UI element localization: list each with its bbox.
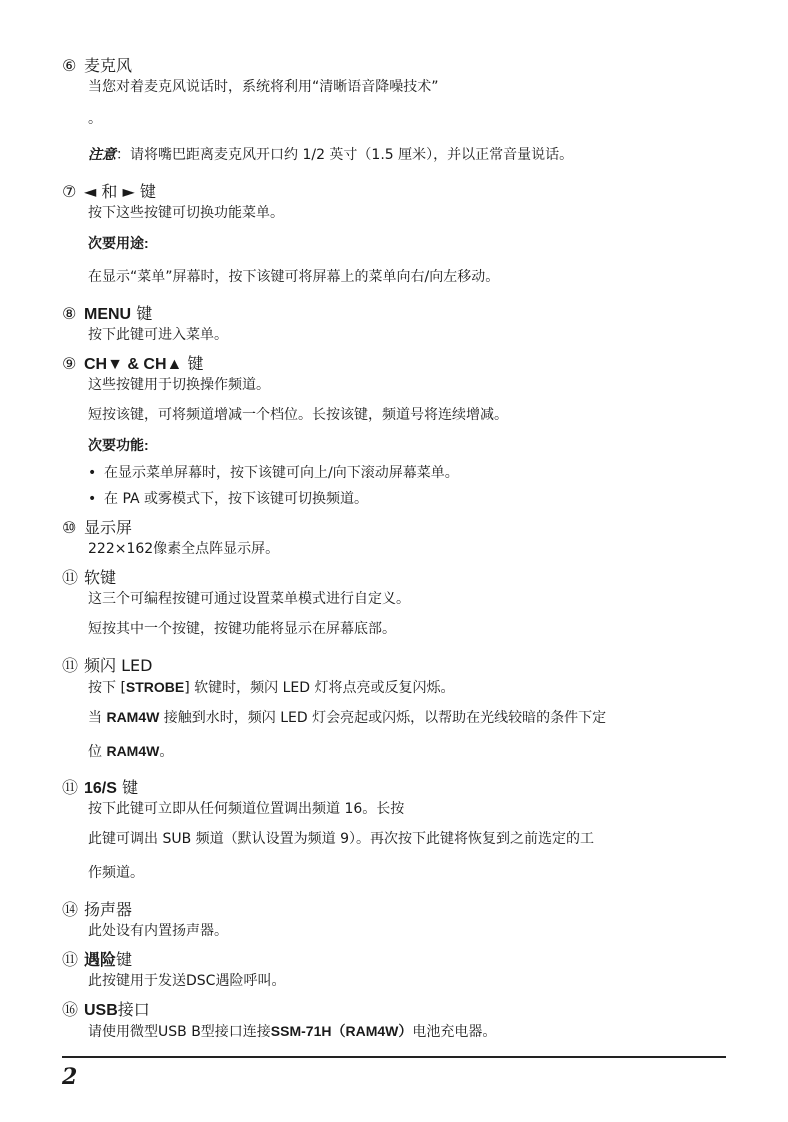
secondary-use-label: 次要用途: <box>88 235 149 251</box>
text-part: 按下 [ <box>88 680 126 696</box>
item-number: ⑪ <box>62 568 79 587</box>
item-soft-keys-heading <box>62 568 728 588</box>
item-title-bold: 16/S <box>84 780 117 797</box>
item-title-bold: CH▼ & CH▲ <box>84 356 183 373</box>
item-number: ⑯ <box>62 1000 79 1019</box>
bullet-item <box>88 464 459 482</box>
soft-keys-press-description: 短按其中一个按键，按键功能将显示在屏幕底部。 <box>88 621 396 637</box>
16s-key-description: 按下此键可立即从任何频道位置调出频道 16。长按 <box>88 801 405 817</box>
item-number: ⑥ <box>62 56 77 75</box>
item-microphone-heading <box>62 56 728 76</box>
item-number: ⑧ <box>62 304 77 323</box>
footer-divider <box>62 1056 726 1058</box>
item-title: 麦克风 <box>84 56 133 75</box>
16s-key-long-press-description: 此键可调出 SUB 频道（默认设置为频道 9）。再次按下此键将恢复到之前选定的工 <box>88 831 594 847</box>
note-text: ：请将嘴巴距离麦克风开口约 1/2 英寸（1.5 厘米），并以正常音量说话。 <box>116 147 574 163</box>
item-number: ⑦ <box>62 182 77 201</box>
text-part: 。 <box>159 744 174 760</box>
secondary-function-label: 次要功能: <box>88 437 149 453</box>
item-menu-key-heading <box>62 304 728 325</box>
item-number: ⑪ <box>62 778 79 797</box>
item-title: ◄ 和 ► 键 <box>84 182 156 201</box>
model-name: RAM4W <box>106 743 160 759</box>
item-title-rest: 键 <box>116 778 139 797</box>
item-distress-key-heading <box>62 950 728 971</box>
strobe-water-description-end <box>88 742 173 761</box>
item-title: 频闪 LED <box>84 656 153 675</box>
bullet-item <box>88 490 368 508</box>
item-speaker-heading <box>62 900 728 920</box>
item-number: ⑩ <box>62 518 77 537</box>
item-title: 显示屏 <box>84 518 133 537</box>
item-number: ⑭ <box>62 900 79 919</box>
microphone-description-end: 。 <box>88 111 102 127</box>
item-number: ⑪ <box>62 656 79 675</box>
strobe-description <box>88 678 455 697</box>
item-title-rest: 键 <box>131 304 153 323</box>
arrow-keys-secondary-description: 在显示“菜单”屏幕时，按下该键可将屏幕上的菜单向右/向左移动。 <box>88 269 500 285</box>
ch-keys-description: 这些按键用于切换操作频道。 <box>88 377 270 393</box>
strobe-key-label: STROBE <box>125 679 185 695</box>
item-title-rest: 接口 <box>117 1000 150 1019</box>
distress-key-description: 此按键用于发送DSC遇险呼叫。 <box>88 973 286 989</box>
text-part: 当 <box>88 710 107 726</box>
bullet-text: 在显示菜单屏幕时，按下该键可向上/向下滚动屏幕菜单。 <box>104 465 459 481</box>
item-title-bold: MENU <box>84 306 132 323</box>
item-title: 软键 <box>84 568 117 587</box>
item-usb-port-heading <box>62 1000 728 1021</box>
item-title-bold: 遇险 <box>84 952 117 969</box>
text-part: ] 软键时，频闪 LED 灯将点亮或反复闪烁。 <box>184 680 455 696</box>
arrow-keys-description: 按下这些按键可切换功能菜单。 <box>88 205 284 221</box>
item-title-rest: 键 <box>116 950 133 969</box>
text-part: 电池充电器。 <box>412 1024 497 1040</box>
item-number: ⑨ <box>62 354 77 373</box>
usb-port-description <box>88 1022 496 1041</box>
bullet-mark: • <box>88 491 97 507</box>
item-title: 扬声器 <box>84 900 133 919</box>
text-part: 接触到水时，频闪 LED 灯会亮起或闪烁，以帮助在光线较暗的条件下定 <box>159 710 607 726</box>
charger-model: SSM-71H（RAM4W） <box>270 1023 413 1039</box>
text-part: 位 <box>88 744 107 760</box>
microphone-note <box>88 146 573 164</box>
item-title-rest: 键 <box>182 354 204 373</box>
display-description: 222×162像素全点阵显示屏。 <box>88 541 280 557</box>
ch-keys-press-description: 短按该键，可将频道增减一个档位。长按该键，频道号将连续增减。 <box>88 407 508 423</box>
text-part: 请使用微型USB B型接口连接 <box>88 1024 271 1040</box>
item-arrow-keys-heading <box>62 182 728 202</box>
microphone-description: 当您对着麦克风说话时，系统将利用“清晰语音降噪技术” <box>88 79 439 95</box>
note-label: 注意 <box>88 147 116 163</box>
item-ch-keys-heading <box>62 354 728 375</box>
menu-key-description: 按下此键可进入菜单。 <box>88 327 228 343</box>
model-name: RAM4W <box>106 709 160 725</box>
item-title-bold: USB <box>84 1002 118 1019</box>
speaker-description: 此处设有内置扬声器。 <box>88 923 228 939</box>
bullet-mark: • <box>88 465 97 481</box>
16s-key-description-end: 作频道。 <box>88 865 144 881</box>
strobe-water-description <box>88 708 606 727</box>
item-16s-key-heading <box>62 778 728 799</box>
item-strobe-led-heading <box>62 656 728 676</box>
bullet-text: 在 PA 或雾模式下，按下该键可切换频道。 <box>104 491 369 507</box>
item-display-heading <box>62 518 728 538</box>
page-number: 2 <box>62 1064 78 1090</box>
soft-keys-description: 这三个可编程按键可通过设置菜单模式进行自定义。 <box>88 591 410 607</box>
item-number: ⑪ <box>62 950 79 969</box>
